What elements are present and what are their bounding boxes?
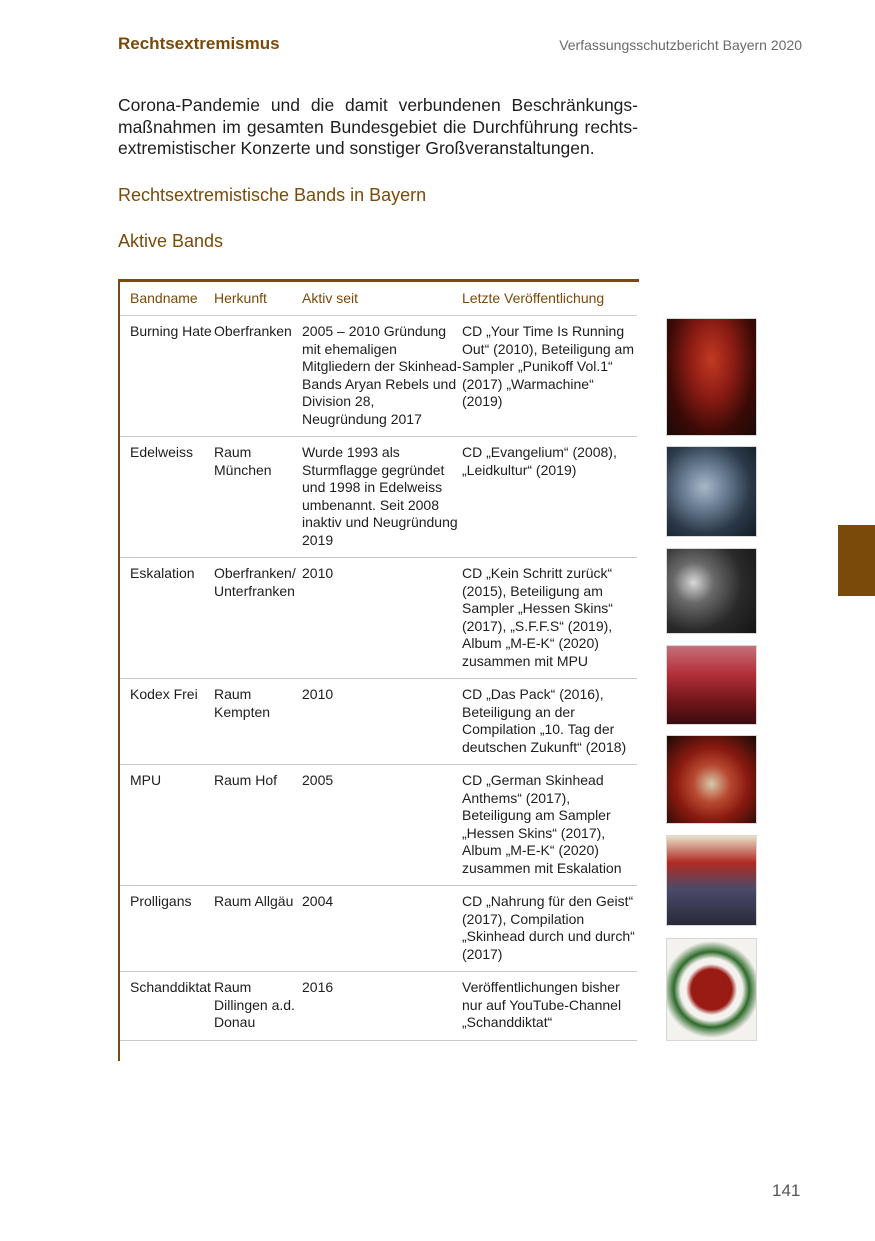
column-header-aktiv-seit: Aktiv seit (302, 282, 462, 316)
band-origin: Raum Dillingen a.d. Donau (214, 972, 302, 1041)
band-active-since: 2010 (302, 558, 462, 679)
band-name: Kodex Frei (120, 679, 214, 765)
band-name: MPU (120, 765, 214, 886)
column-header-herkunft: Herkunft (214, 282, 302, 316)
heading-bands: Rechtsextremistische Bands in Bayern (118, 185, 427, 205)
album-cover-kodex-frei-icon (666, 645, 757, 725)
band-latest-release: CD „Das Pack“ (2016), Beteiligung an der Compilation „10. Tag der deutschen Zukunft“ (2018) (462, 679, 637, 765)
album-cover-eskalation-icon (666, 548, 757, 634)
band-name: Schanddiktat (120, 972, 214, 1041)
band-origin: Oberfranken (214, 316, 302, 437)
band-active-since: 2004 (302, 886, 462, 972)
section-title: Rechtsextremismus (118, 34, 280, 53)
album-cover-mpu-icon (666, 735, 757, 824)
album-cover-prolligans-icon (666, 835, 757, 926)
page-number: 141 (772, 1181, 801, 1200)
running-head: Verfassungsschutzbericht Bayern 2020 (559, 37, 802, 53)
table-row (120, 765, 637, 886)
table-row (120, 679, 637, 765)
band-latest-release: Veröffentlichungen bisher nur auf YouTube-Channel „Schanddiktat“ (462, 972, 637, 1041)
table-row (120, 316, 637, 437)
column-header-letzte-veroeffentlichung: Letzte Veröffentlichung (462, 282, 637, 316)
bands-table-frame (118, 279, 639, 1061)
album-cover-schanddiktat-icon (666, 938, 757, 1041)
band-origin: Oberfranken/ Unterfranken (214, 558, 302, 679)
band-latest-release: CD „Nahrung für den Geist“ (2017), Compilation „Skinhead durch und durch“ (2017) (462, 886, 637, 972)
band-latest-release: CD „Kein Schritt zurück“ (2015), Beteiligung am Sampler „Hessen Skins“ (2017), „S.F.F.S“ (2019), Album „M-E-K“ (2020) zusammen mit MPU (462, 558, 637, 679)
table-row (120, 886, 637, 972)
table-row (120, 558, 637, 679)
band-name: Edelweiss (120, 437, 214, 558)
band-origin: Raum Hof (214, 765, 302, 886)
band-active-since: Wurde 1993 als Sturmflagge gegründet und 1998 in Edelweiss umbenannt. Seit 2008 inaktiv und Neugründung 2019 (302, 437, 462, 558)
band-active-since: 2005 (302, 765, 462, 886)
band-name: Burning Hate (120, 316, 214, 437)
band-origin: Raum Kempten (214, 679, 302, 765)
band-active-since: 2010 (302, 679, 462, 765)
album-cover-burning-hate-icon (666, 318, 757, 436)
chapter-tab-marker (838, 525, 875, 596)
bands-table (120, 282, 637, 1041)
table-row (120, 437, 637, 558)
heading-active-bands: Aktive Bands (118, 231, 224, 251)
album-cover-edelweiss-icon (666, 446, 757, 537)
band-latest-release: CD „Your Time Is Running Out“ (2010), Beteiligung am Sampler „Punikoff Vol.1“ (2017) „Warmachine“ (2019) (462, 316, 637, 437)
intro-paragraph: Corona-Pandemie und die damit verbundenen Beschränkungsmaßnahmen im gesamten Bundesgebiet die Durchführung rechtsextremistischer Konzerte und sonstiger Großveranstaltungen. (118, 95, 638, 158)
band-latest-release: CD „Evangelium“ (2008), „Leidkultur“ (2019) (462, 437, 637, 558)
table-header-row (120, 282, 637, 316)
band-origin: Raum München (214, 437, 302, 558)
band-name: Prolligans (120, 886, 214, 972)
band-latest-release: CD „German Skinhead Anthems“ (2017), Beteiligung am Sampler „Hessen Skins“ (2017), Album „M-E-K“ (2020) zusammen mit Eskalation (462, 765, 637, 886)
band-name: Eskalation (120, 558, 214, 679)
band-active-since: 2005 – 2010 Gründung mit ehemaligen Mitgliedern der Skinhead-Bands Aryan Rebels und Division 28, Neugründung 2017 (302, 316, 462, 437)
column-header-bandname: Bandname (120, 282, 214, 316)
band-active-since: 2016 (302, 972, 462, 1041)
table-row (120, 972, 637, 1041)
band-origin: Raum Allgäu (214, 886, 302, 972)
